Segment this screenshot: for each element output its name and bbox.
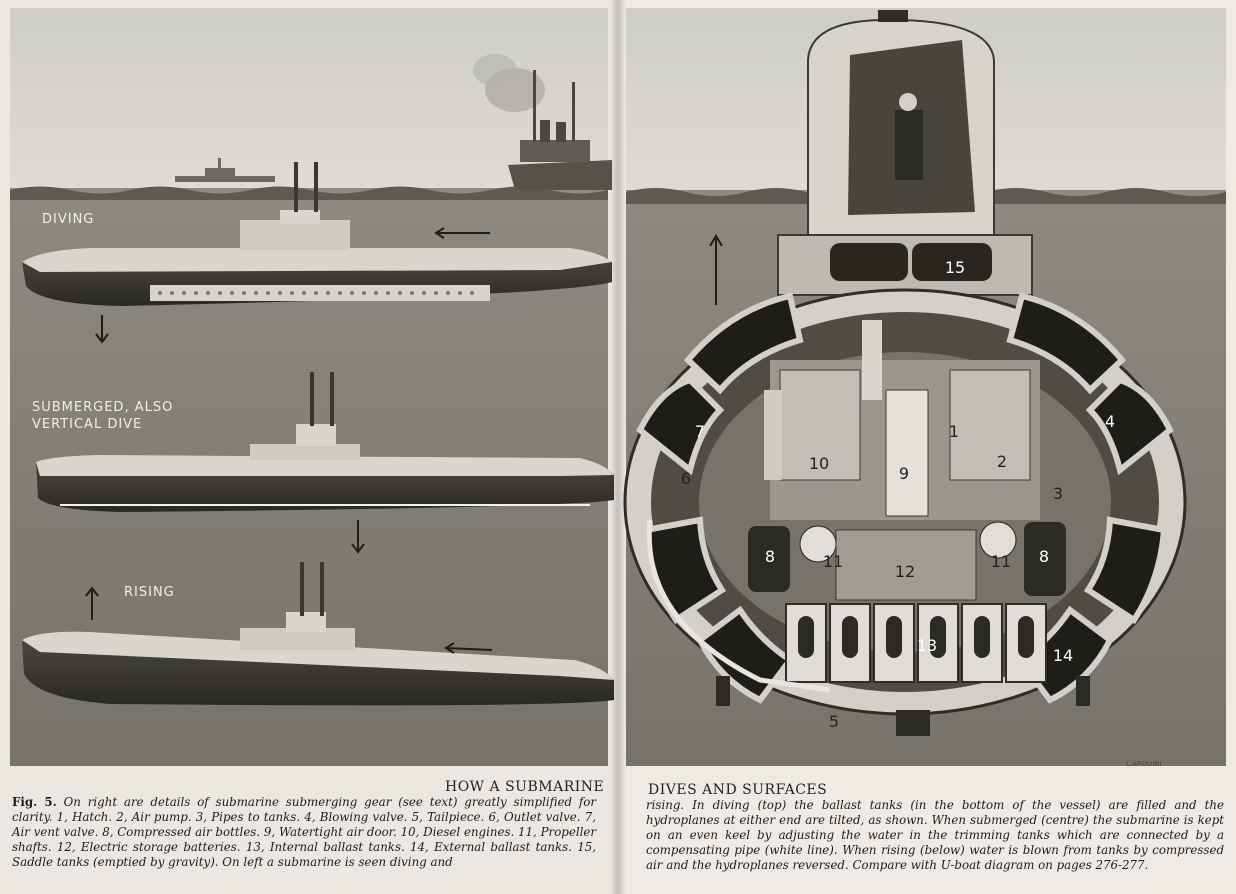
part-number-13: 13 xyxy=(916,636,938,655)
part-number-8-right: 8 xyxy=(1038,547,1050,566)
part-number-15: 15 xyxy=(944,258,966,277)
caption-title-right: DIVES AND SURFACES xyxy=(648,782,828,798)
fig-label: Fig. 5. xyxy=(12,795,57,809)
submerged-label-line1: SUBMERGED, ALSO xyxy=(32,400,174,415)
conning-tower xyxy=(808,10,994,240)
part-number-11-left: 11 xyxy=(822,552,844,571)
part-number-7: 7 xyxy=(694,422,706,441)
diving-label: DIVING xyxy=(42,212,95,227)
part-number-14: 14 xyxy=(1052,646,1074,665)
caption-left-text: On right are details of submarine submerging gear (see text) greatly simplified for clarity. 1, Hatch. 2, Air pump. 3, Pipes to tanks. 4, Blowing valve. 5, Tailpiece. 6, Outlet valve. 7, Air vent valve. 8, Compressed air bottles. 9, Watertight air door. 10, Diesel engines. 11, Propeller shafts. 12, Electric storage batteries. 13, Internal ballast tanks. 14, External ballast tanks. 15, Saddle tanks (emptied by gravity). On left a submarine is seen diving and xyxy=(12,795,597,869)
part-number-6: 6 xyxy=(680,469,692,488)
part-number-2: 2 xyxy=(996,452,1008,471)
caption-right-text: rising. In diving (top) the ballast tanks (in the bottom of the vessel) are filled and the hydroplanes at either end are tilted, as shown. When submerged (centre) the submarine is kept on an even keel by adjusting the water in the trimming tanks which are connected by a compensating pipe (white line). When rising (below) water is blown from tanks by compressed air and the hydroplanes reversed. Compare with U-boat diagram on pages 276-277. xyxy=(646,798,1224,872)
part-number-5: 5 xyxy=(828,712,840,731)
part-number-10: 10 xyxy=(808,454,830,473)
rising-label: RISING xyxy=(124,585,175,600)
part-number-4: 4 xyxy=(1104,412,1116,431)
caption-title-left: HOW A SUBMARINE xyxy=(445,779,605,795)
part-number-3: 3 xyxy=(1052,484,1064,503)
part-number-11-right: 11 xyxy=(990,552,1012,571)
part-number-1: 1 xyxy=(948,422,960,441)
page-gutter xyxy=(610,0,626,894)
part-number-8-left: 8 xyxy=(764,547,776,566)
submerged-label-line2: VERTICAL DIVE xyxy=(32,417,143,432)
artist-signature: L.ARDUINI xyxy=(1126,760,1162,768)
caption-right xyxy=(646,798,1224,873)
caption-left xyxy=(12,795,596,870)
part-number-9: 9 xyxy=(898,464,910,483)
part-number-12: 12 xyxy=(894,562,916,581)
saddle-tank-block xyxy=(778,235,1032,295)
